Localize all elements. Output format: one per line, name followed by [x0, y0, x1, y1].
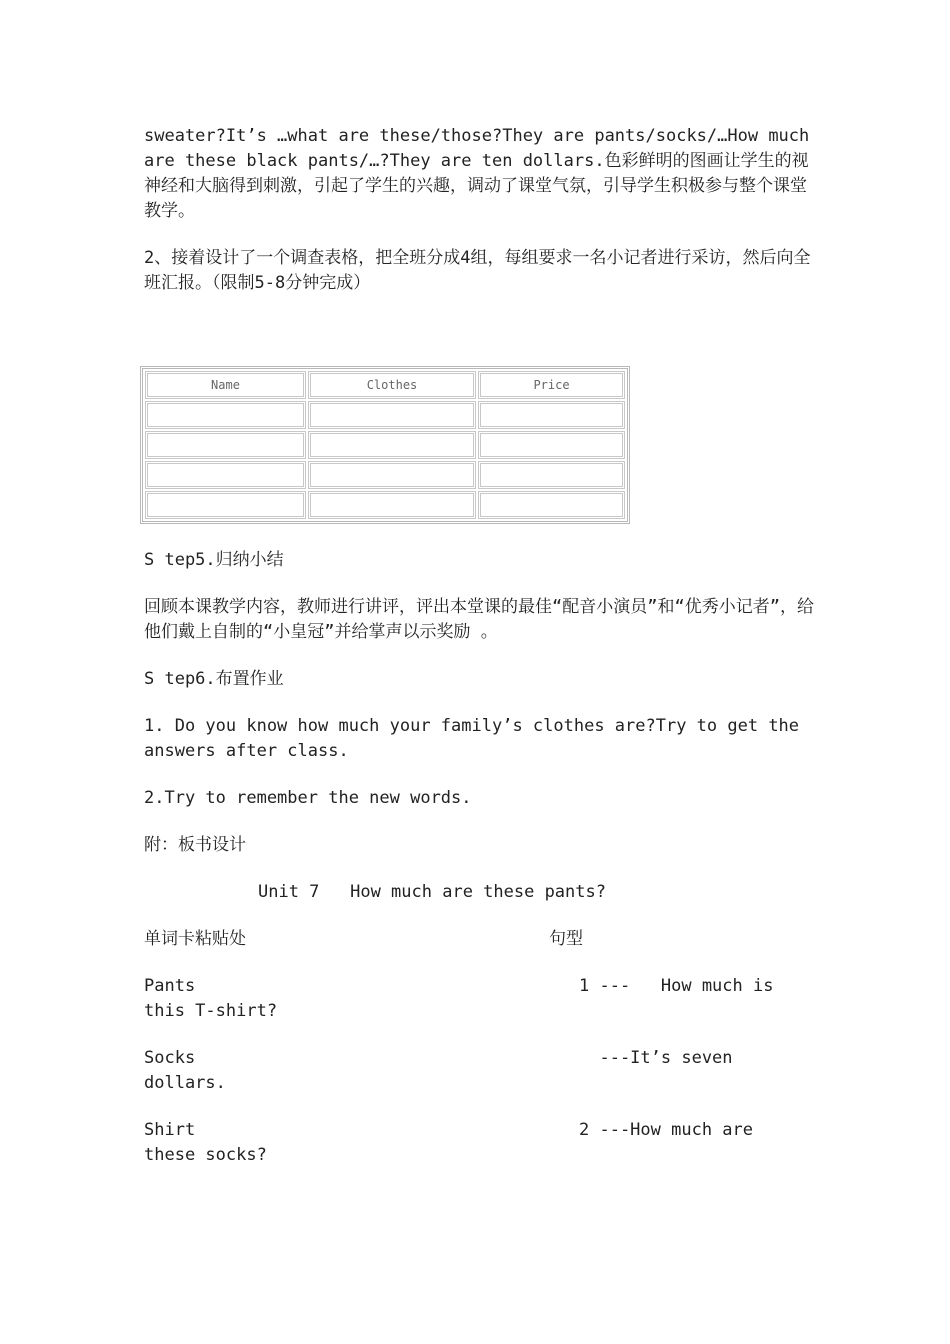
homework-item-2: 2.Try to remember the new words.	[144, 788, 472, 808]
board-row-3-cont: these socks?	[144, 1145, 267, 1165]
step5-paragraph: 回顾本课教学内容，教师进行讲评，评出本堂课的最佳“配音小演员”和“优秀小记者”，给他们戴上自制的“小皇冠”并给掌声以示奖励 。	[144, 597, 814, 642]
board-word: Pants	[144, 976, 196, 996]
step6-title: S tep6.布置作业	[144, 669, 284, 689]
table-cell	[308, 461, 476, 489]
header-price: Price	[478, 371, 625, 399]
table-row	[145, 431, 625, 459]
board-right-heading: 句型	[549, 929, 583, 949]
table-cell	[308, 431, 476, 459]
board-row-2	[144, 1046, 814, 1071]
table-cell	[478, 431, 625, 459]
board-left-heading: 单词卡粘贴处	[144, 929, 246, 949]
table-cell	[478, 491, 625, 519]
table-row	[145, 461, 625, 489]
board-pattern: 1 --- How much is	[579, 976, 774, 996]
table-cell	[308, 491, 476, 519]
table-row	[145, 401, 625, 429]
board-pattern: 2 ---How much are	[579, 1120, 753, 1140]
appendix-title: 附：板书设计	[144, 835, 246, 855]
table-cell	[145, 431, 306, 459]
board-row-1-cont: this T-shirt?	[144, 1001, 278, 1021]
table-row	[145, 491, 625, 519]
header-clothes: Clothes	[308, 371, 476, 399]
board-pattern: ---It’s seven	[579, 1048, 733, 1068]
board-word: Shirt	[144, 1120, 196, 1140]
board-row-2-cont: dollars.	[144, 1073, 226, 1093]
board-unit-title: Unit 7 How much are these pants?	[258, 882, 606, 902]
table-cell	[308, 401, 476, 429]
board-row-3	[144, 1118, 814, 1143]
header-name: Name	[145, 371, 306, 399]
table-cell	[145, 461, 306, 489]
step2-paragraph: 2、接着设计了一个调查表格，把全班分成4组，每组要求一名小记者进行采访，然后向全班汇报。（限制5-8分钟完成）	[144, 248, 811, 293]
table-header-row	[145, 371, 625, 399]
intro-paragraph: sweater?It’s …what are these/those?They are pants/socks/…How much are these black pants/…?They are ten dollars.色彩鲜明的图画让学生的视神经和大脑得到刺激，引起了学生的兴趣，调动了课堂气氛，引导学生积极参与整个课堂教学。	[144, 126, 810, 221]
survey-table	[140, 366, 630, 524]
step5-title: S tep5.归纳小结	[144, 550, 284, 570]
table-cell	[478, 401, 625, 429]
table-cell	[145, 401, 306, 429]
table-cell	[145, 491, 306, 519]
homework-item-1: 1. Do you know how much your family’s clothes are?Try to get the answers after class.	[144, 716, 800, 761]
table-cell	[478, 461, 625, 489]
board-row-1	[144, 974, 814, 999]
board-word: Socks	[144, 1048, 196, 1068]
document-page	[144, 124, 814, 1168]
